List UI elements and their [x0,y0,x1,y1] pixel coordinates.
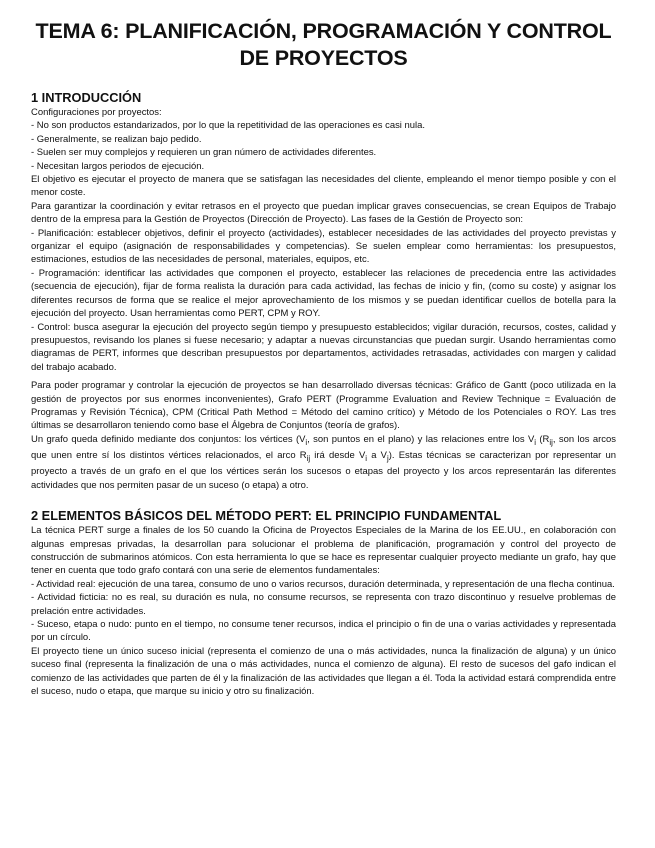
intro-paragraph: Configuraciones por proyectos: [31,107,162,118]
subscript-ij: ij [549,437,553,447]
document-page [31,18,616,698]
event-paragraph: - Suceso, etapa o nudo: punto en el tiempo, no consume tener recursos, indica el principio o fin de una o varias actividades y representada por un círculo. [31,619,616,644]
graph-text-e: irá desde V [310,450,366,462]
subscript-j: j [386,453,389,463]
real-activity-paragraph: - Actividad real: ejecución de una tarea, consumo de uno o varios recursos, duración determinada, y representación de una flecha continua. [31,578,615,590]
techniques-paragraph: Para poder programar y controlar la ejecución de proyectos se han desarrollado diversas técnicas: Gráfico de Gantt (poco utilizada en la gestión de proyectos por sus enormes inconvenientes), Grafo PERT (Programme Evaluation and Review Technique = Evaluación de Programas y Revisión Técnica), CPM (Critical Path Method = Método del camino crítico) y Método de los Potenciales o ROY. Las tres últimas se desarrollaron teniendo como base el Álgebra de Conjuntos (teoría de grafos). [31,380,616,432]
graph-paragraph [31,433,616,492]
section-1-heading: 1 INTRODUCCIÓN [31,90,142,105]
graph-text-f: a V [366,450,387,462]
section-2-heading: 2 ELEMENTOS BÁSICOS DEL MÉTODO PERT: EL PRINCIPIO FUNDAMENTAL [31,508,502,524]
title-line-2: DE PROYECTOS [239,46,408,70]
page-title [31,18,616,72]
dummy-activity-paragraph: - Actividad ficticia: no es real, su duración es nula, no consume recursos, se representa con trazo discontinuo y resuelve problemas de prelación entre actividades. [31,592,616,617]
title-line-1: TEMA 6: PLANIFICACIÓN, PROGRAMACIÓN Y CONTROL [35,19,612,43]
control-paragraph: - Control: busca asegurar la ejecución del proyecto según tiempo y presupuesto establecidos; vigilar duración, recursos, costes, calidad y presupuestos, revisando los planes si fuese necesario; y adaptar a nuevas circunstancias que puedan surgir. Usando herramientas como diagramas de PERT, informes que describan presupuestos por departamentos, actividades retrasadas, actividades con margen y calidad del trabajo acabado. [31,321,616,373]
bullet-4: - Necesitan largos periodos de ejecución. [31,160,205,172]
planning-paragraph: - Planificación: establecer objetivos, definir el proyecto (actividades), establecer necesidades de las actividades del proyecto previstas y organizar el equipo (asignación de responsabilidades y competencias). Se suelen emplear como herramientas: los presupuestos, estimaciones, estudios de las necesidades de personal, materiales, equipos, etc. [31,227,616,266]
objective-paragraph: El objetivo es ejecutar el proyecto de manera que se satisfagan las necesidades del cliente, empleando el menor tiempo posible y con el menor coste. [31,174,616,199]
graph-text-b: , son puntos en el plano) y las relaciones entre los V [307,433,535,445]
bullet-3: - Suelen ser muy complejos y requieren un gran número de actividades diferentes. [31,147,377,159]
graph-text-g: ). Estas técnicas se caracterizan por representar un proyecto a través de un grafo en el que los vértices serán los sucesos o etapas del proyecto y los arcos representarán las diferentes actividades que nos permiten pasar de un suceso (o etapa) a otro. [31,450,616,491]
graph-text-d: , son los arcos que unen entre sí los distintos vértices relacionados, el arco R [31,433,616,462]
graph-text-a: Un grafo queda definido mediante dos conjuntos: los vértices (V [31,433,306,445]
bullet-1: - No son productos estandarizados, por lo que la repetitividad de las operaciones es casi nula. [31,120,425,132]
bullet-2: - Generalmente, se realizan bajo pedido. [31,133,202,145]
subscript-i: i [305,437,308,447]
initial-event-paragraph: El proyecto tiene un único suceso inicial (representa el comienzo de una o más actividades, nunca la finalización de alguna) y un único suceso final (representa la finalización de una o más actividades, nunca el comienzo de alguna). El resto de sucesos del gafo indican el comienzo de las actividades que parten de él y la finalización de las actividades que llegan a él. Toda la actividad estará comprendida entre el suceso, nudo o etapa, que marque su inicio y otro su finalización. [31,645,616,698]
subscript-i: i [534,437,537,447]
subscript-ij: ij [306,453,311,463]
scheduling-paragraph: - Programación: identificar las actividades que componen el proyecto, establecer las relaciones de precedencia entre las actividades (secuencia de ejecución), fijar de forma realista la duración para cada actividad, las fechas de inicio y fin, (como su coste) y asignar los diferentes recursos de forma que se realice el mejor aprovechamiento de los mismos y se puedan identificar cuellos de botella para la ejecución del proyecto. Usan herramientas como PERT, CPM y ROY. [31,267,616,320]
subscript-i: i [365,453,367,463]
pert-paragraph: La técnica PERT surge a finales de los 50 cuando la Oficina de Proyectos Especiales de la Marina de los EE.UU., en colaboración con algunas empresas privadas, la desarrollan para solucionar el problema de planificación, programación y control del proyecto de construcción de submarinos atómicos. Con esta herramienta lo que se hace es representar cualquier proyecto mediante un grafo, hay que tener en cuenta que todo grafo contará con una serie de elementos fundamentales: [31,525,616,577]
coordination-paragraph: Para garantizar la coordinación y evitar retrasos en el proyecto que puedan implicar graves consecuencias, se crean Equipos de Trabajo dentro de la empresa para la Gestión de Proyectos (Dirección de Proyecto). Las fases de la Gestión de Proyecto son: [31,200,616,226]
graph-text-c: (R [536,433,550,445]
